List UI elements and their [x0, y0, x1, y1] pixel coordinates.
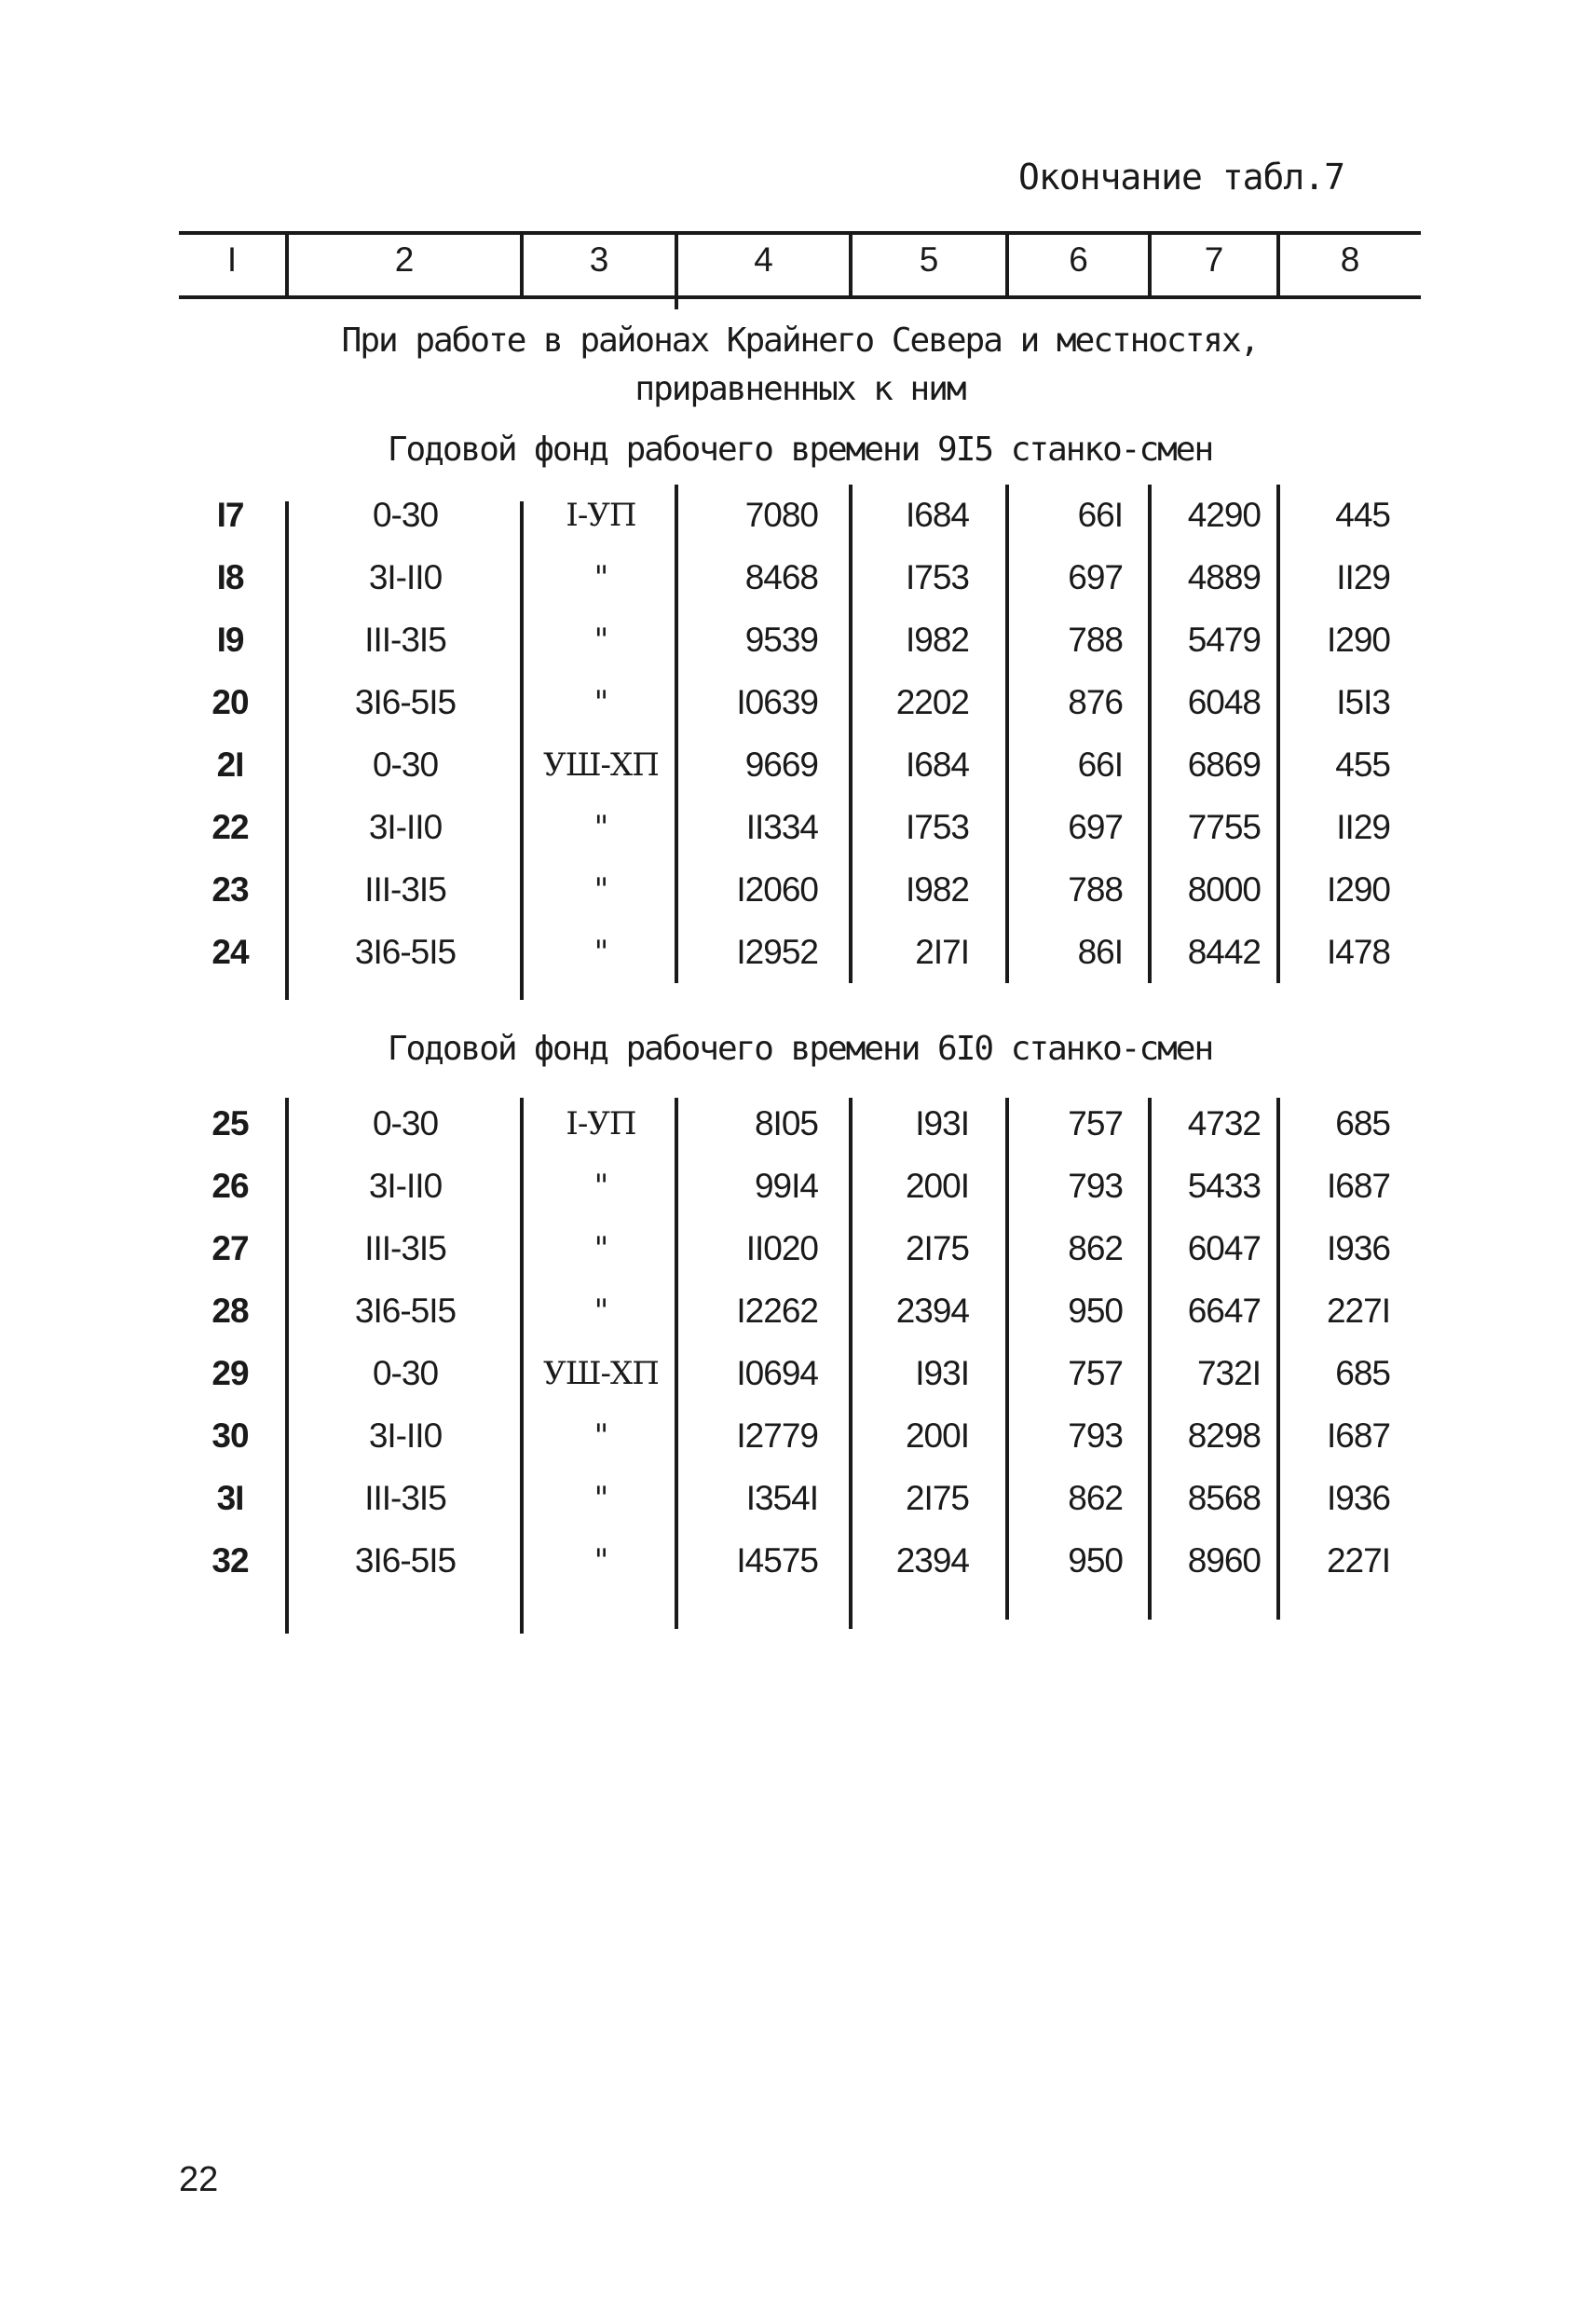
table-row	[0, 547, 1596, 609]
table-cell: 3I-II0	[368, 808, 443, 846]
table-cell: 23	[211, 870, 249, 909]
section-title-line2: приравненных к ним	[634, 370, 965, 408]
table-cell: "	[593, 1230, 608, 1267]
table-cell: 8I05	[754, 1104, 818, 1142]
table-cell: I290	[1326, 621, 1390, 659]
table-cell: УШ-ХП	[543, 1355, 659, 1392]
table-cell: "	[593, 934, 608, 971]
table-cell: 29	[211, 1354, 249, 1392]
table-cell: "	[593, 809, 608, 846]
table-cell: I0639	[736, 683, 818, 721]
table-cell: III-3I5	[364, 1479, 446, 1517]
table-cell: I2779	[736, 1416, 818, 1455]
column-rule	[520, 1098, 524, 1634]
table-cell: I684	[905, 496, 969, 534]
column-rule	[675, 1098, 678, 1629]
table-cell: I478	[1326, 933, 1390, 971]
table-cell: I982	[905, 870, 969, 909]
column-rule	[1148, 485, 1152, 983]
table-cell: I753	[905, 808, 969, 846]
table-cell: I687	[1326, 1167, 1390, 1205]
column-rule	[849, 1098, 853, 1629]
table-cell: 950	[1068, 1541, 1123, 1580]
table-cell: II29	[1336, 558, 1390, 596]
table-cell: 8298	[1187, 1416, 1261, 1455]
table-cell: 3I6-5I5	[354, 683, 457, 721]
header-divider	[675, 235, 678, 309]
table-cell: 862	[1068, 1479, 1123, 1517]
table-cell: 5479	[1187, 621, 1261, 659]
table-cell: 876	[1068, 683, 1123, 721]
table-cell: "	[593, 1168, 608, 1205]
table-cell: 8960	[1187, 1541, 1261, 1580]
table-row	[0, 1218, 1596, 1279]
table-cell: 5433	[1187, 1167, 1261, 1205]
table-cell: I753	[905, 558, 969, 596]
column-rule	[520, 501, 524, 1000]
table-cell: 862	[1068, 1229, 1123, 1267]
header-divider	[1148, 235, 1152, 298]
table-cell: 0-30	[372, 1104, 439, 1142]
table-row	[0, 485, 1596, 546]
column-rule	[1276, 1098, 1280, 1620]
table-cell: 6048	[1187, 683, 1261, 721]
table-cell: I354I	[745, 1479, 818, 1517]
table-cell: I687	[1326, 1416, 1390, 1455]
table-cell: 3I-II0	[368, 558, 443, 596]
table-cell: 66I	[1077, 746, 1123, 784]
header-cell: 5	[919, 240, 939, 279]
table-cell: УШ-ХП	[543, 746, 659, 784]
table-cell: 9669	[744, 746, 818, 784]
table-cell: 30	[211, 1416, 249, 1455]
column-rule	[1005, 485, 1009, 983]
table-cell: I93I	[915, 1354, 969, 1392]
table-cell: 6869	[1187, 746, 1261, 784]
table-cell: 20	[211, 683, 249, 721]
table-cell: 227I	[1326, 1292, 1390, 1330]
table-cell: I684	[905, 746, 969, 784]
header-divider	[1005, 235, 1009, 298]
header-bottom-rule	[179, 295, 1421, 299]
page-number: 22	[179, 2160, 219, 2199]
table-cell: 66I	[1077, 496, 1123, 534]
table-cell: I93I	[915, 1104, 969, 1142]
table-cell: 2I75	[905, 1229, 969, 1267]
table-row	[0, 1280, 1596, 1342]
table-row	[0, 1468, 1596, 1529]
table-row	[0, 609, 1596, 671]
table-cell: "	[593, 559, 608, 596]
table-row	[0, 734, 1596, 796]
column-rule	[285, 1098, 289, 1634]
table-cell: 2I75	[905, 1479, 969, 1517]
table-cell: 685	[1335, 1354, 1390, 1392]
table-cell: 2394	[895, 1292, 969, 1330]
table-cell: I4575	[736, 1541, 818, 1580]
header-cell: 3	[589, 240, 609, 279]
table-cell: "	[593, 684, 608, 721]
column-rule	[285, 501, 289, 1000]
header-divider	[285, 235, 289, 298]
table-cell: 793	[1068, 1416, 1123, 1455]
table-cell: 22	[211, 808, 249, 846]
table-cell: 757	[1068, 1104, 1123, 1142]
section-title-line1: При работе в районах Крайнего Севера и местностях,	[341, 321, 1259, 360]
table-cell: 445	[1335, 496, 1390, 534]
table-cell: "	[593, 871, 608, 909]
table-cell: 8568	[1187, 1479, 1261, 1517]
table-cell: 4290	[1187, 496, 1261, 534]
table-row	[0, 1405, 1596, 1467]
header-cell: 8	[1340, 240, 1360, 279]
table-row	[0, 859, 1596, 921]
group1-title: Годовой фонд рабочего времени 9I5 станко-смен	[387, 431, 1213, 469]
table-cell: 732I	[1196, 1354, 1261, 1392]
table-cell: 2394	[895, 1541, 969, 1580]
table-cell: 0-30	[372, 746, 439, 784]
table-cell: 950	[1068, 1292, 1123, 1330]
table-cell: 4889	[1187, 558, 1261, 596]
table-cell: I0694	[736, 1354, 818, 1392]
table-cell: 32	[211, 1541, 249, 1580]
table-cell: 0-30	[372, 1354, 439, 1392]
table-cell: III-3I5	[364, 621, 446, 659]
table-cell: 25	[211, 1104, 249, 1142]
table-cell: 697	[1068, 558, 1123, 596]
table-cell: 86I	[1077, 933, 1123, 971]
table-cell: 3I6-5I5	[354, 1292, 457, 1330]
table-row	[0, 922, 1596, 983]
table-cell: I936	[1326, 1479, 1390, 1517]
table-cell: II334	[745, 808, 818, 846]
header-cell: 6	[1069, 240, 1088, 279]
group2-title: Годовой фонд рабочего времени 6I0 станко-смен	[387, 1030, 1213, 1068]
table-cell: 793	[1068, 1167, 1123, 1205]
header-divider	[849, 235, 853, 298]
table-cell: 788	[1068, 621, 1123, 659]
header-cell: 2	[394, 240, 415, 279]
table-cell: 99I4	[754, 1167, 818, 1205]
table-cell: I-УП	[566, 497, 636, 534]
table-cell: 757	[1068, 1354, 1123, 1392]
table-row	[0, 1093, 1596, 1155]
column-rule	[675, 485, 678, 983]
table-cell: "	[593, 622, 608, 659]
table-cell: "	[593, 1542, 608, 1580]
header-top-rule	[179, 231, 1421, 235]
table-cell: 2202	[895, 683, 969, 721]
table-cell: 3I-II0	[368, 1416, 443, 1455]
table-cell: 26	[211, 1167, 249, 1205]
table-row	[0, 1343, 1596, 1404]
table-cell: 3I6-5I5	[354, 1541, 457, 1580]
table-cell: "	[593, 1293, 608, 1330]
table-cell: III-3I5	[364, 1229, 446, 1267]
table-cell: 7080	[744, 496, 818, 534]
table-row	[0, 1156, 1596, 1217]
header-cell: I	[226, 240, 238, 279]
table-cell: 788	[1068, 870, 1123, 909]
table-cell: "	[593, 1417, 608, 1455]
table-cell: 7755	[1187, 808, 1261, 846]
table-cell: II29	[1336, 808, 1390, 846]
column-rule	[849, 485, 853, 983]
header-cell: 7	[1204, 240, 1224, 279]
table-row	[0, 1530, 1596, 1592]
table-cell: I-УП	[566, 1105, 636, 1142]
table-cell: 28	[211, 1292, 249, 1330]
table-cell: I290	[1326, 870, 1390, 909]
header-cell: 4	[754, 240, 773, 279]
table-cell: 455	[1335, 746, 1390, 784]
table-cell: I5I3	[1336, 683, 1390, 721]
table-cell: I2952	[736, 933, 818, 971]
table-caption: Окончание табл.7	[1017, 157, 1344, 198]
table-cell: 2I7I	[915, 933, 969, 971]
table-cell: II020	[745, 1229, 818, 1267]
table-cell: 685	[1335, 1104, 1390, 1142]
table-cell: 6047	[1187, 1229, 1261, 1267]
table-cell: 6647	[1187, 1292, 1261, 1330]
table-cell: 200I	[905, 1167, 969, 1205]
table-cell: I9	[216, 621, 244, 659]
table-cell: 697	[1068, 808, 1123, 846]
table-cell: 9539	[744, 621, 818, 659]
header-divider	[520, 235, 524, 298]
table-cell: III-3I5	[364, 870, 446, 909]
table-cell: 27	[211, 1229, 249, 1267]
table-cell: I2262	[736, 1292, 818, 1330]
table-cell: 4732	[1187, 1104, 1261, 1142]
table-cell: "	[593, 1480, 608, 1517]
table-cell: 8442	[1187, 933, 1261, 971]
table-cell: 3I	[216, 1479, 244, 1517]
column-rule	[1005, 1098, 1009, 1620]
header-divider	[1276, 235, 1280, 298]
table-cell: 2I	[216, 746, 244, 784]
table-cell: I2060	[736, 870, 818, 909]
column-rule	[1276, 485, 1280, 983]
table-cell: 0-30	[372, 496, 439, 534]
table-cell: I7	[216, 496, 244, 534]
table-cell: 200I	[905, 1416, 969, 1455]
table-cell: 3I-II0	[368, 1167, 443, 1205]
table-cell: 227I	[1326, 1541, 1390, 1580]
table-cell: I982	[905, 621, 969, 659]
table-row	[0, 672, 1596, 733]
table-cell: I8	[216, 558, 244, 596]
table-row	[0, 797, 1596, 858]
column-rule	[1148, 1098, 1152, 1620]
table-cell: 8468	[744, 558, 818, 596]
table-cell: I936	[1326, 1229, 1390, 1267]
table-cell: 24	[211, 933, 249, 971]
table-cell: 8000	[1187, 870, 1261, 909]
table-cell: 3I6-5I5	[354, 933, 457, 971]
